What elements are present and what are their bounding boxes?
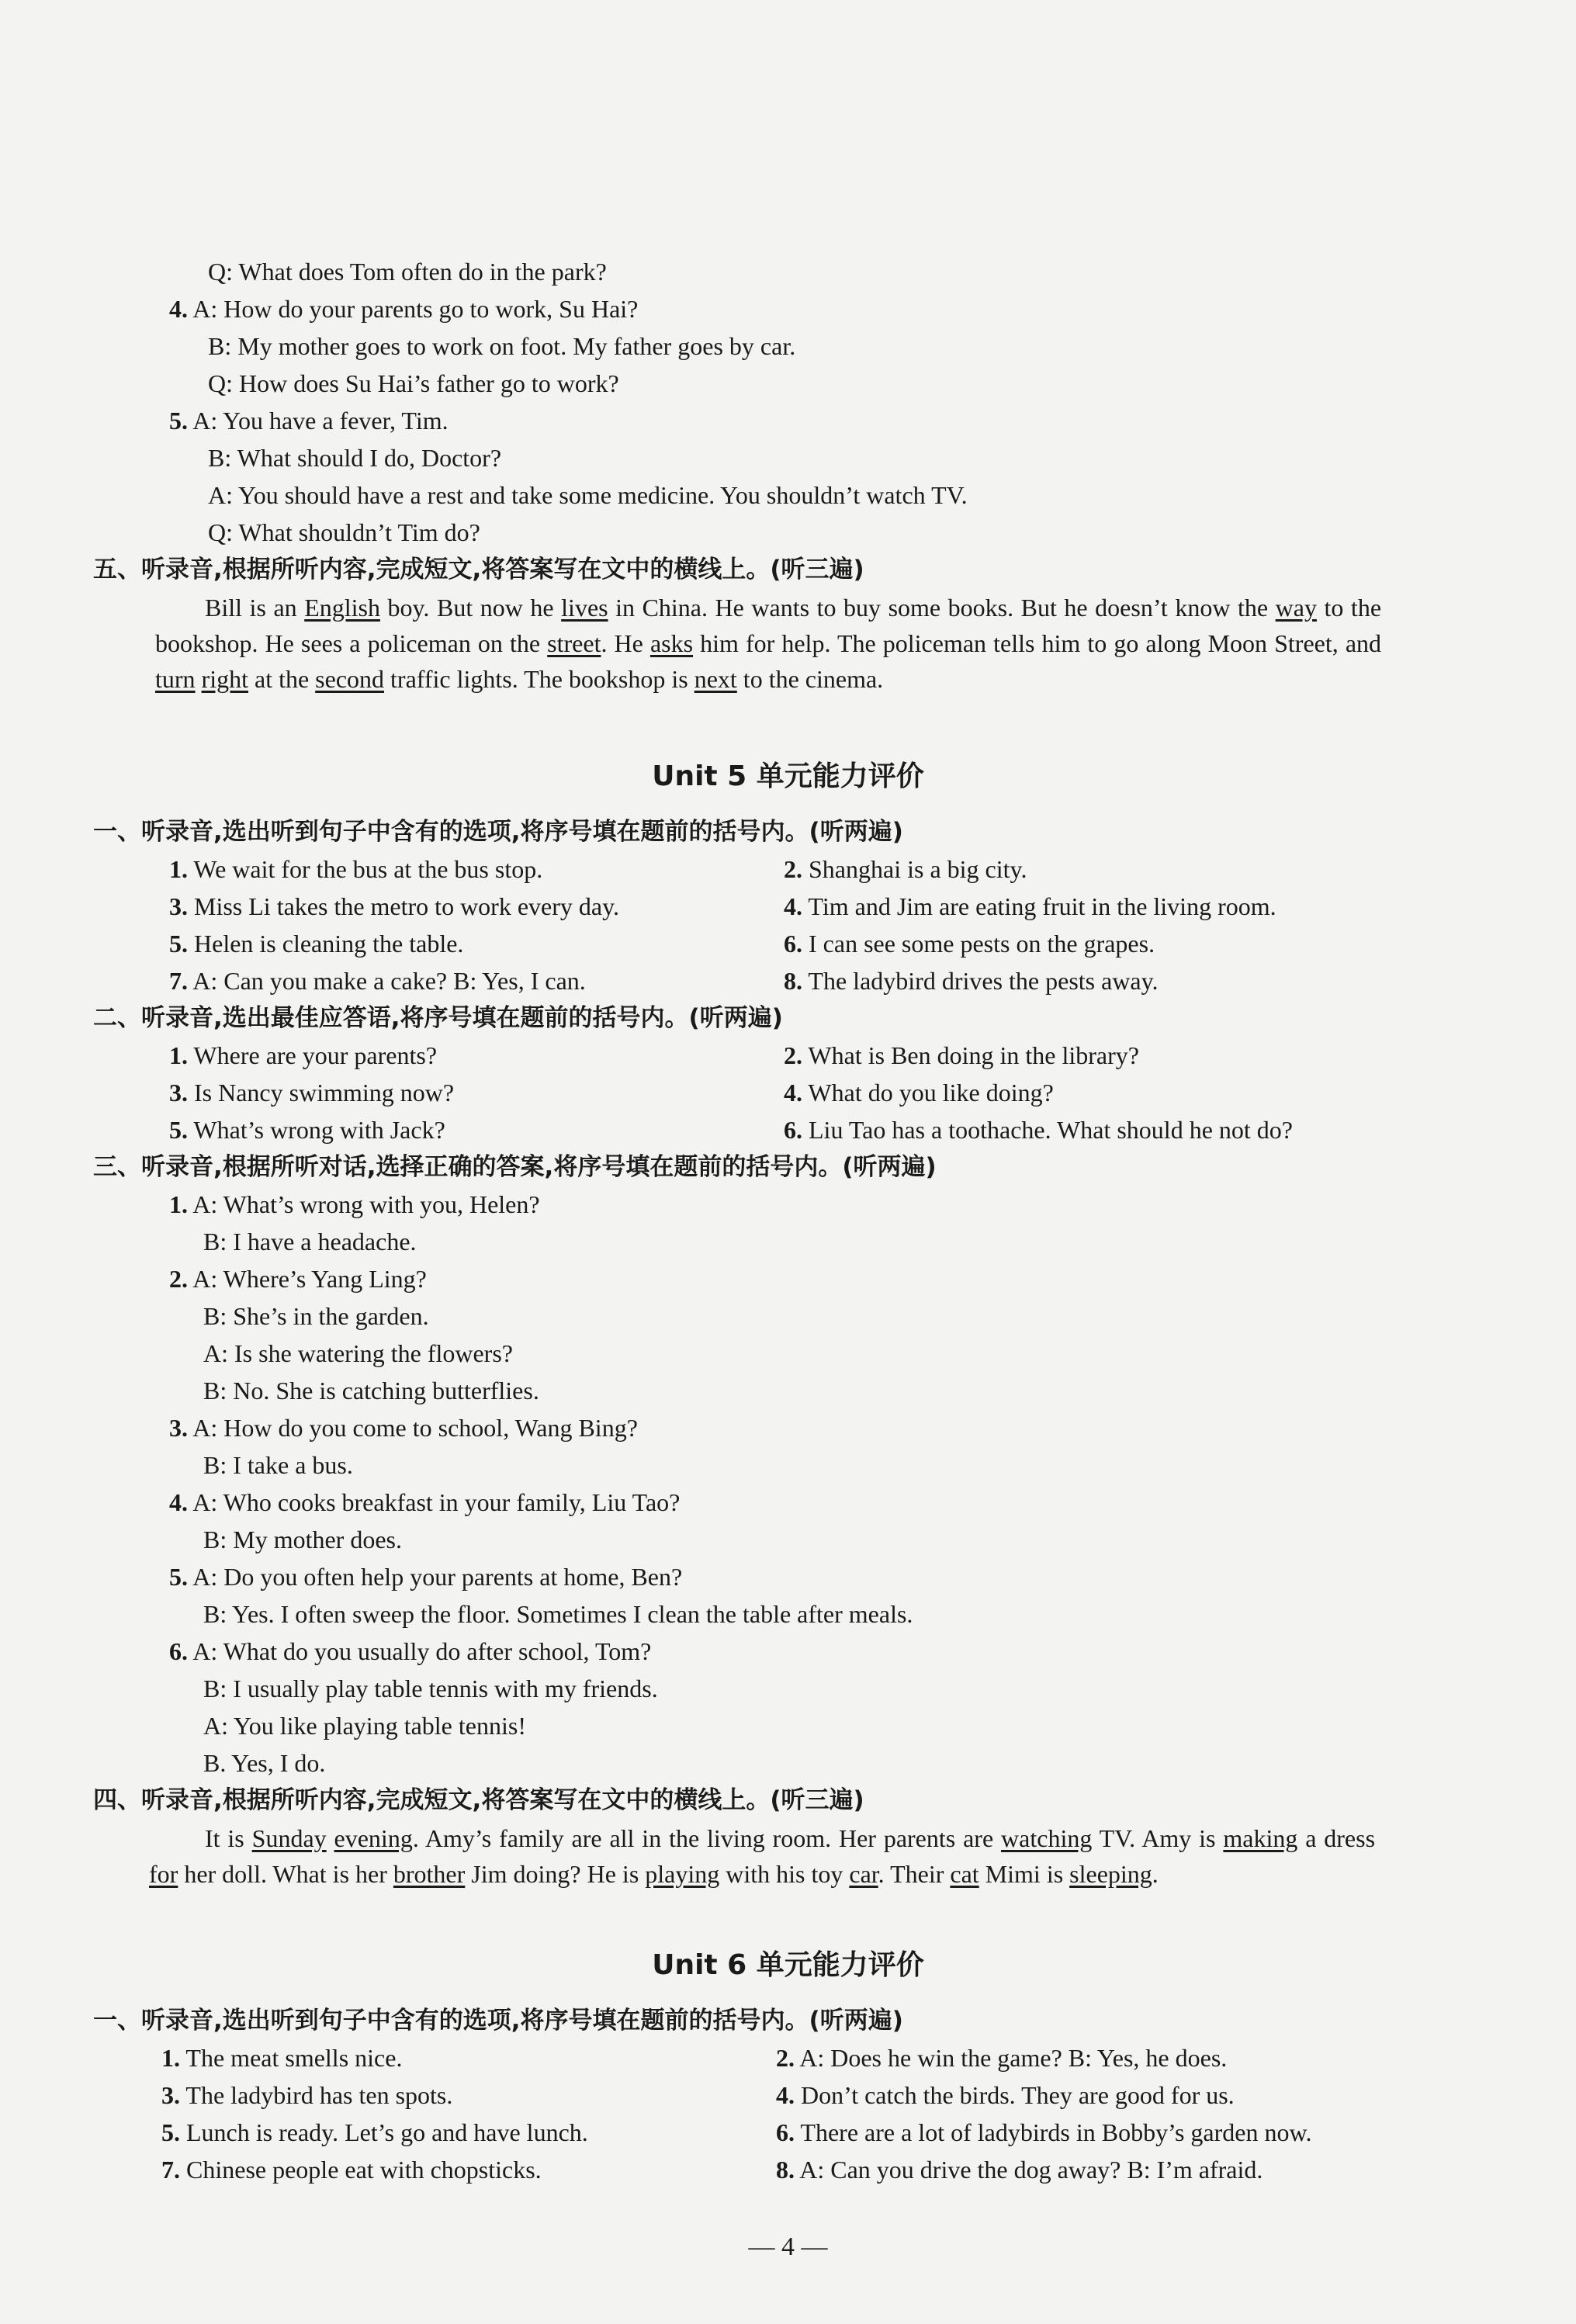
cloze-passage	[155, 590, 1381, 697]
passage-text: Bill is an	[205, 594, 305, 622]
passage-text: with his toy	[719, 1860, 850, 1888]
list-item: 4. Tim and Jim are eating fruit in the living room.	[784, 892, 1276, 920]
list-item: 3. The ladybird has ten spots.	[161, 2081, 453, 2109]
passage-text: him for help. The policeman tells him to go along Moon Street, and	[693, 629, 1382, 657]
answer-blank: Sunday	[251, 1824, 327, 1852]
dialogue-line: B: I usually play table tennis with my friends.	[203, 1675, 658, 1702]
section-heading: 一、听录音,选出听到句子中含有的选项,将序号填在题前的括号内。(听两遍)	[93, 2007, 903, 2035]
passage-text: Mimi is	[979, 1860, 1070, 1888]
passage-text: traffic lights. The bookshop is	[384, 665, 694, 693]
list-item: 5. What’s wrong with Jack?	[169, 1116, 445, 1144]
list-item: 8. A: Can you drive the dog away? B: I’m afraid.	[776, 2156, 1263, 2184]
unit-title: Unit 6 单元能力评价	[652, 1949, 924, 1981]
answer-blank: for	[149, 1860, 178, 1888]
page-number: — 4 —	[748, 2232, 828, 2261]
passage-text: . Their	[878, 1860, 951, 1888]
list-item: 1. The meat smells nice.	[161, 2044, 403, 2072]
answer-blank: playing	[645, 1860, 720, 1888]
dialogue-line: 5. A: You have a fever, Tim.	[169, 407, 449, 435]
list-item: 6. I can see some pests on the grapes.	[784, 930, 1155, 958]
answer-blank: second	[315, 665, 385, 693]
dialogue-line: B: Yes. I often sweep the floor. Sometimes I clean the table after meals.	[203, 1600, 913, 1628]
passage-text: . Amy’s family are all in the living room. Her parents are	[412, 1824, 1002, 1852]
dialogue-line: A: You like playing table tennis!	[203, 1712, 526, 1740]
answer-blank: brother	[393, 1860, 466, 1888]
section-heading: 一、听录音,选出听到句子中含有的选项,将序号填在题前的括号内。(听两遍)	[93, 818, 903, 846]
answer-blank: way	[1275, 594, 1317, 622]
passage-text: to the cinema.	[736, 665, 884, 693]
dialogue-line: 3. A: How do you come to school, Wang Bing?	[169, 1414, 638, 1442]
section-heading: 二、听录音,选出最佳应答语,将序号填在题前的括号内。(听两遍)	[93, 1004, 783, 1032]
passage-text	[327, 1824, 334, 1852]
answer-blank: right	[201, 665, 248, 693]
passage-text: .	[1152, 1860, 1159, 1888]
list-item: 6. Liu Tao has a toothache. What should he not do?	[784, 1116, 1293, 1144]
dialogue-line: Q: What shouldn’t Tim do?	[208, 518, 480, 546]
answer-blank: car	[849, 1860, 878, 1888]
dialogue-line: B: My mother goes to work on foot. My father goes by car.	[208, 332, 796, 360]
answer-blank: lives	[561, 594, 608, 622]
dialogue-line: B: My mother does.	[203, 1526, 402, 1553]
dialogue-line: 2. A: Where’s Yang Ling?	[169, 1265, 427, 1293]
section-heading: 五、听录音,根据所听内容,完成短文,将答案写在文中的横线上。(听三遍)	[93, 556, 864, 584]
dialogue-line: 4. A: Who cooks breakfast in your family, Liu Tao?	[169, 1488, 681, 1516]
list-item: 4. Don’t catch the birds. They are good for us.	[776, 2081, 1235, 2109]
list-item: 3. Miss Li takes the metro to work every day.	[169, 892, 620, 920]
list-item: 7. Chinese people eat with chopsticks.	[161, 2156, 542, 2184]
answer-blank: English	[304, 594, 380, 622]
dialogue-line: 4. A: How do your parents go to work, Su Hai?	[169, 295, 639, 323]
list-item: 1. We wait for the bus at the bus stop.	[169, 855, 543, 883]
list-item: 6. There are a lot of ladybirds in Bobby’s garden now.	[776, 2118, 1312, 2146]
passage-text: a dress	[1297, 1824, 1376, 1852]
passage-text: . He	[601, 629, 650, 657]
passage-text: her doll. What is her	[178, 1860, 393, 1888]
passage-text: Jim doing? He is	[465, 1860, 646, 1888]
answer-blank: turn	[155, 665, 196, 693]
answer-blank: watching	[1001, 1824, 1093, 1852]
cloze-passage	[149, 1820, 1375, 1892]
dialogue-line: B: She’s in the garden.	[203, 1302, 429, 1330]
answer-blank: cat	[950, 1860, 979, 1888]
section-heading: 四、听录音,根据所听内容,完成短文,将答案写在文中的横线上。(听三遍)	[93, 1786, 864, 1814]
passage-text: to the bookshop. He sees a policeman on the	[155, 594, 1382, 657]
passage-text: at the	[248, 665, 316, 693]
passage-text	[196, 665, 202, 693]
unit-title: Unit 5 单元能力评价	[652, 760, 924, 792]
passage-text: It is	[205, 1824, 252, 1852]
passage-text: boy. But now he	[379, 594, 562, 622]
answer-blank: evening	[334, 1824, 413, 1852]
dialogue-line: 5. A: Do you often help your parents at home, Ben?	[169, 1563, 683, 1591]
list-item: 1. Where are your parents?	[169, 1041, 438, 1069]
dialogue-line: 6. A: What do you usually do after school, Tom?	[169, 1637, 652, 1665]
dialogue-line: A: Is she watering the flowers?	[203, 1339, 513, 1367]
dialogue-line: B: I take a bus.	[203, 1451, 353, 1479]
dialogue-line: Q: What does Tom often do in the park?	[208, 258, 607, 286]
dialogue-line: B: I have a headache.	[203, 1228, 417, 1256]
answer-blank: next	[694, 665, 737, 693]
dialogue-line: B: No. She is catching butterflies.	[203, 1377, 539, 1404]
dialogue-line: 1. A: What’s wrong with you, Helen?	[169, 1190, 540, 1218]
list-item: 3. Is Nancy swimming now?	[169, 1079, 455, 1107]
answer-blank: making	[1223, 1824, 1298, 1852]
answer-blank: street	[547, 629, 601, 657]
list-item: 2. A: Does he win the game? B: Yes, he does.	[776, 2044, 1228, 2072]
list-item: 2. Shanghai is a big city.	[784, 855, 1027, 883]
list-item: 4. What do you like doing?	[784, 1079, 1054, 1107]
answer-blank: sleeping	[1069, 1860, 1152, 1888]
dialogue-line: Q: How does Su Hai’s father go to work?	[208, 369, 619, 397]
list-item: 5. Helen is cleaning the table.	[169, 930, 464, 958]
passage-text: TV. Amy is	[1092, 1824, 1224, 1852]
section-heading: 三、听录音,根据所听对话,选择正确的答案,将序号填在题前的括号内。(听两遍)	[93, 1153, 937, 1181]
list-item: 5. Lunch is ready. Let’s go and have lunch.	[161, 2118, 588, 2146]
list-item: 2. What is Ben doing in the library?	[784, 1041, 1139, 1069]
dialogue-line: B. Yes, I do.	[203, 1749, 326, 1777]
passage-text: in China. He wants to buy some books. But he doesn’t know the	[608, 594, 1276, 622]
list-item: 7. A: Can you make a cake? B: Yes, I can.	[169, 967, 586, 995]
list-item: 8. The ladybird drives the pests away.	[784, 967, 1159, 995]
dialogue-line: A: You should have a rest and take some medicine. You shouldn’t watch TV.	[208, 481, 968, 509]
answer-blank: asks	[649, 629, 694, 657]
dialogue-line: B: What should I do, Doctor?	[208, 444, 502, 472]
